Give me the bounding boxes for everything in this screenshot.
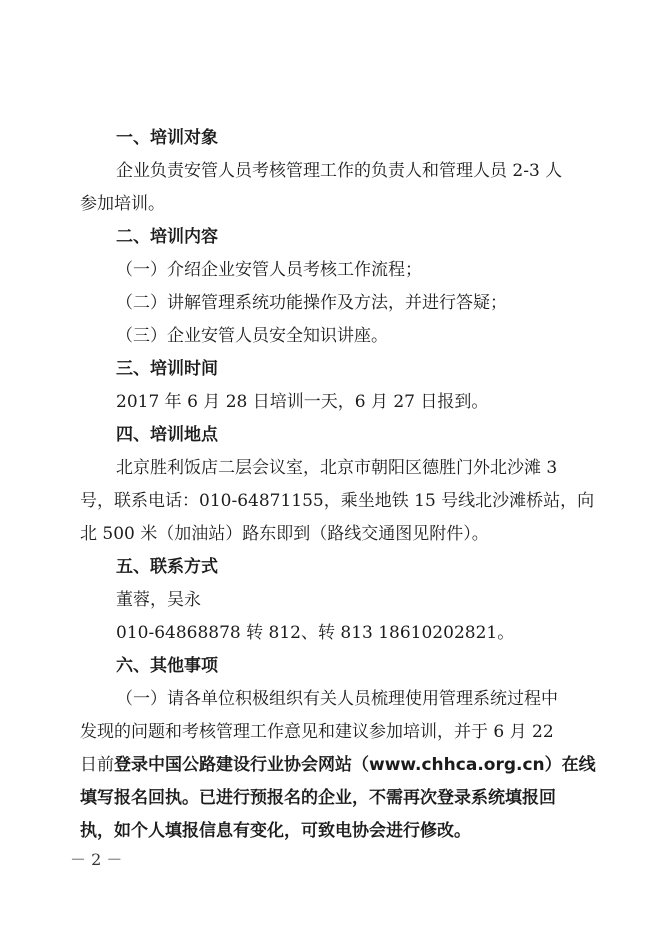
paragraph-line-bold: 执，如个人填报信息有变化，可致电协会进行修改。: [80, 821, 471, 841]
paragraph-text: 日前: [80, 755, 114, 775]
paragraph-line: 企业负责安管人员考核管理工作的负责人和管理人员 2-3 人: [116, 161, 563, 181]
page-number: － 2 －: [70, 850, 123, 869]
list-item: （二）讲解管理系统功能操作及方法，并进行答疑；: [116, 293, 507, 313]
list-item: （一）介绍企业安管人员考核工作流程；: [116, 260, 422, 280]
section-heading-contact: 五、联系方式: [116, 557, 218, 577]
section-heading-training-time: 三、培训时间: [116, 359, 218, 379]
paragraph-line: 发现的问题和考核管理工作意见和建议参加培训，并于 6 月 22: [80, 722, 554, 742]
section-heading-training-target: 一、培训对象: [116, 128, 218, 148]
paragraph-line-mixed: [80, 754, 596, 776]
contact-phones: 010-64868878 转 812、转 813 18610202821。: [116, 623, 515, 643]
paragraph-line: 参加培训。: [80, 194, 165, 214]
contact-names: 董蓉，吴永: [116, 590, 201, 610]
paragraph-line: 2017 年 6 月 28 日培训一天，6 月 27 日报到。: [116, 392, 489, 412]
paragraph-line-bold: 填写报名回执。已进行预报名的企业，不需再次登录系统填报回: [80, 788, 556, 808]
paragraph-line: 号，联系电话：010-64871155，乘坐地铁 15 号线北沙滩桥站，向: [80, 491, 595, 511]
website-instruction-bold: 登录中国公路建设行业协会网站（www.chhca.org.cn）在线: [114, 755, 596, 775]
section-heading-other-matters: 六、其他事项: [116, 656, 218, 676]
list-item: （三）企业安管人员安全知识讲座。: [116, 326, 388, 346]
section-heading-training-location: 四、培训地点: [116, 425, 218, 445]
paragraph-line: 北 500 米（加油站）路东即到（路线交通图见附件）。: [80, 524, 489, 544]
paragraph-line: 北京胜利饭店二层会议室，北京市朝阳区德胜门外北沙滩 3: [116, 458, 558, 478]
section-heading-training-content: 二、培训内容: [116, 227, 218, 247]
paragraph-line: （一）请各单位积极组织有关人员梳理使用管理系统过程中: [116, 689, 558, 709]
